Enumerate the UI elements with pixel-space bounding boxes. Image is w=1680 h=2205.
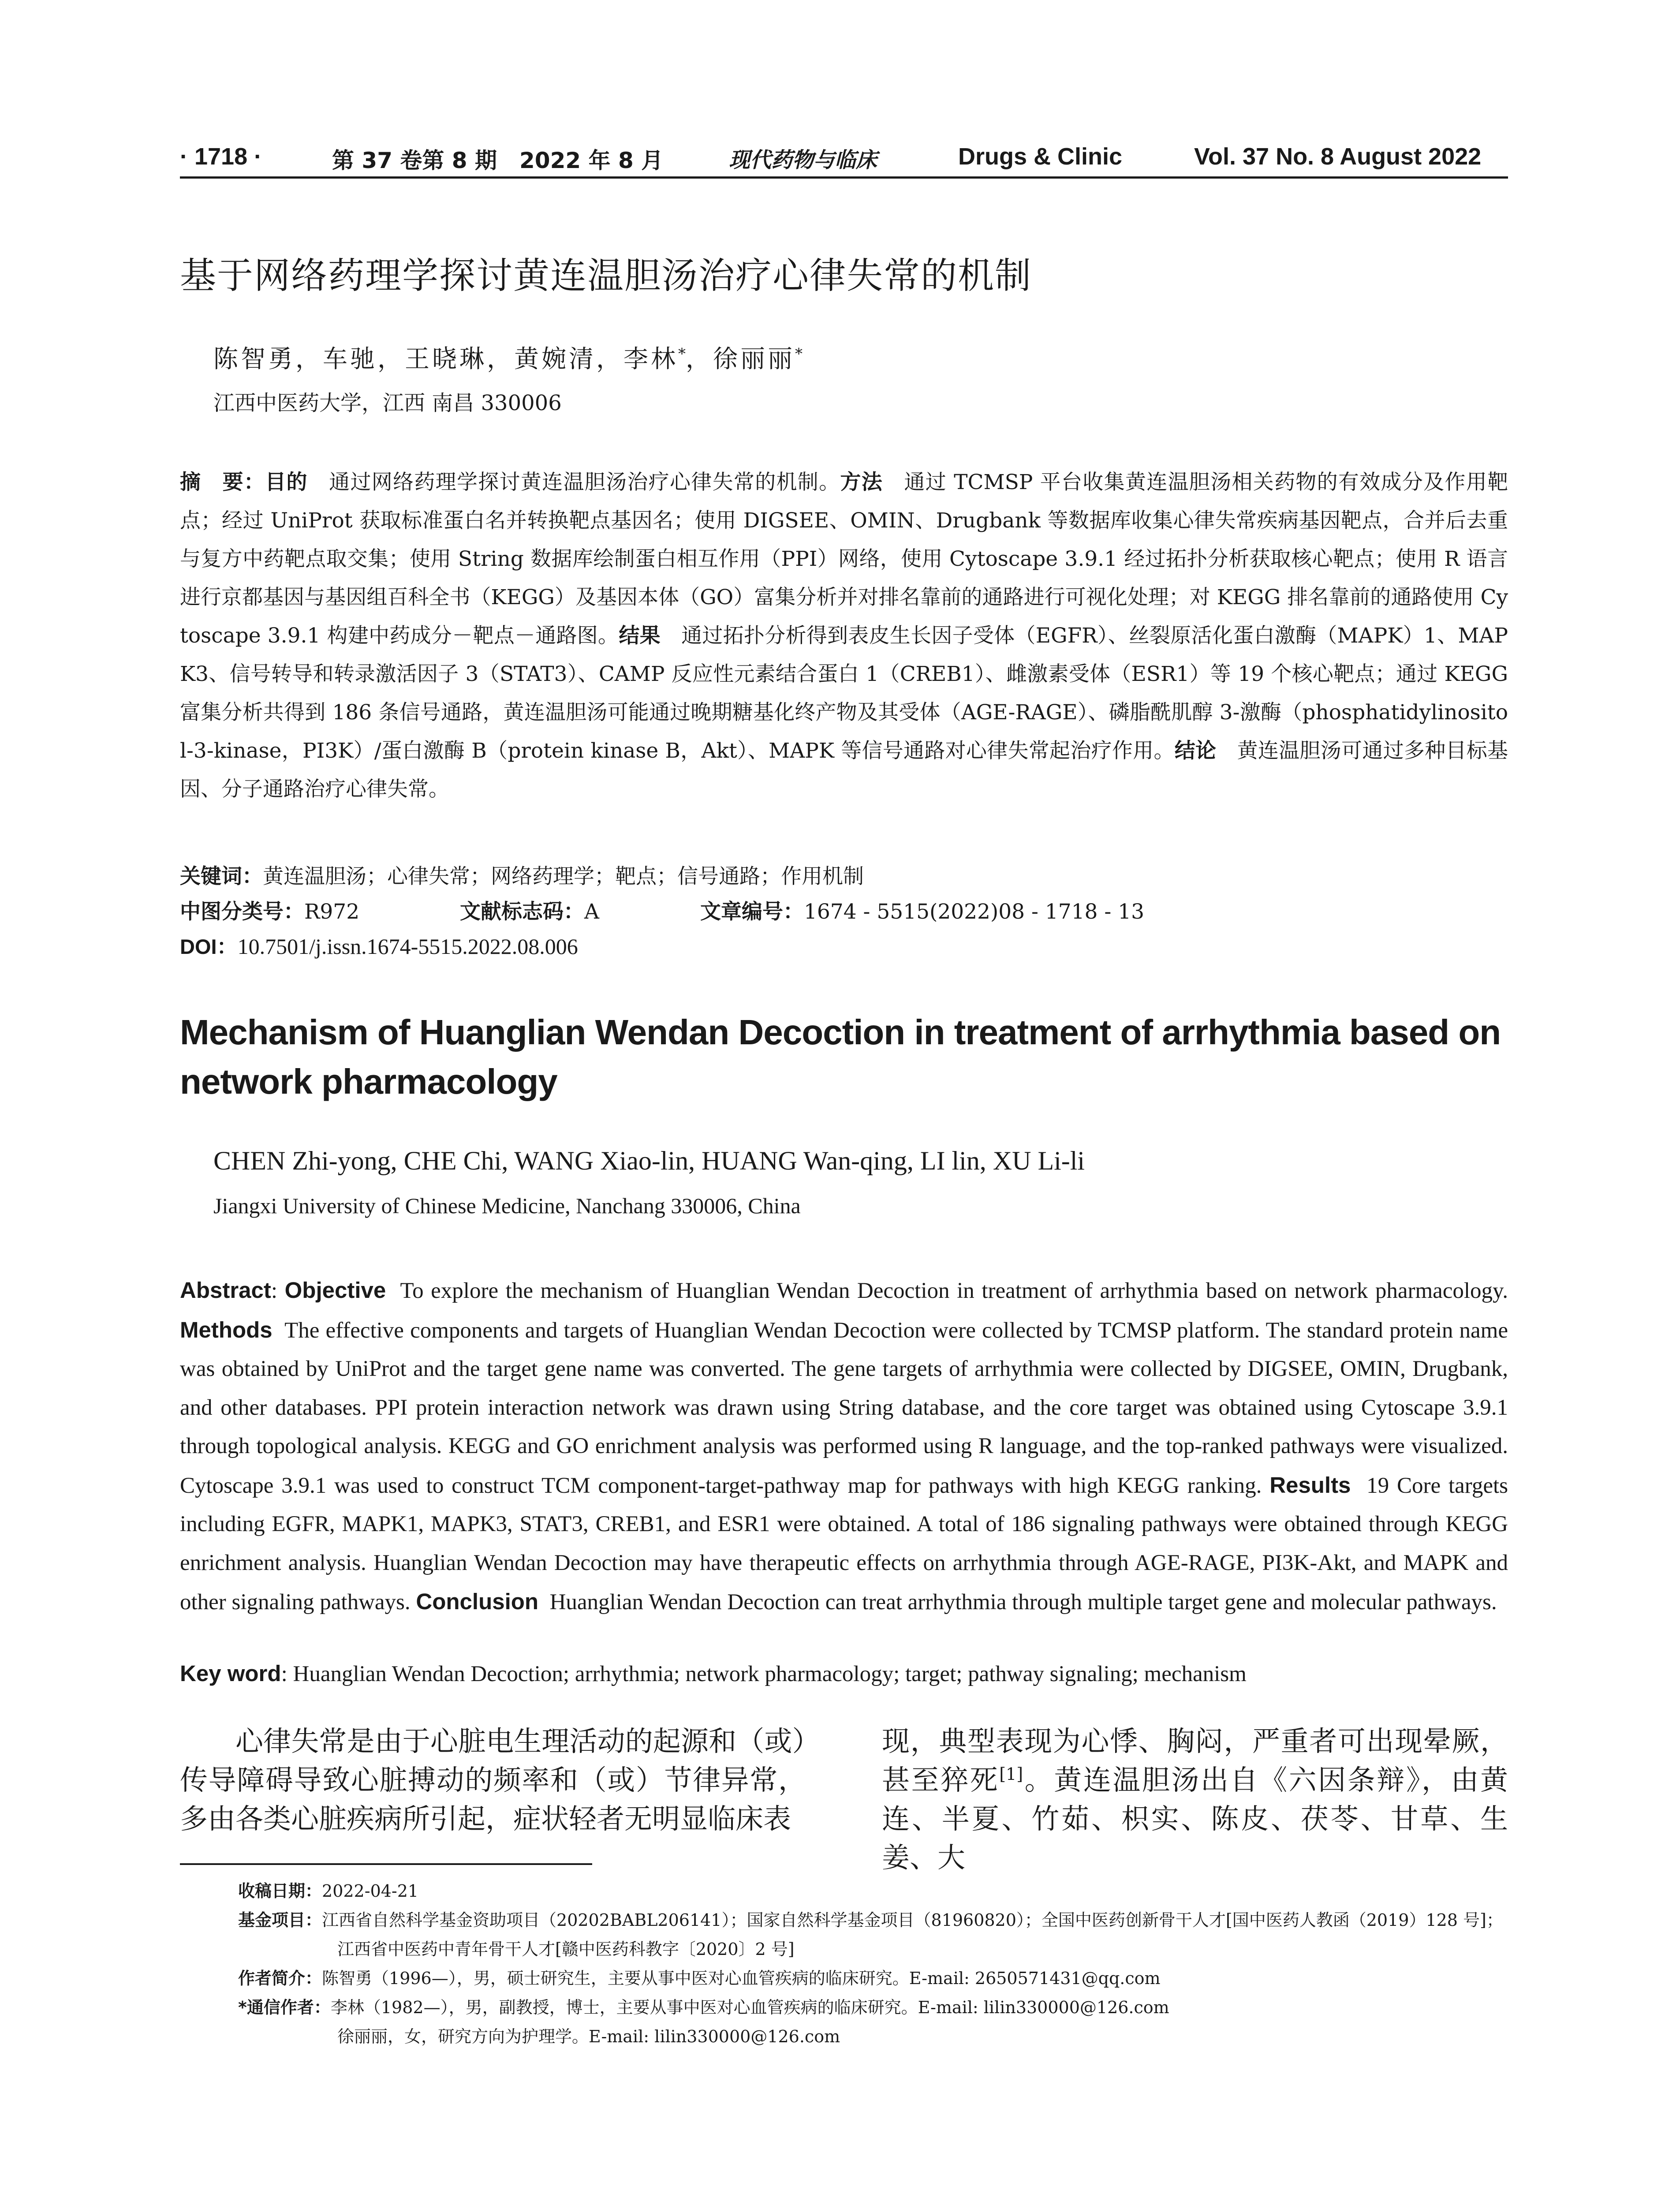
cn-authors: 陈智勇，车驰，王晓琳，黄婉清，李林*，徐丽丽* bbox=[213, 345, 803, 374]
en-abstract-label: Abstract bbox=[180, 1278, 271, 1303]
en-authors: CHEN Zhi-yong, CHE Chi, WANG Xiao-lin, HUANG Wan-qing, LI lin, XU Li-li bbox=[213, 1146, 1085, 1175]
cn-abstract: 摘 要：目的 通过网络药理学探讨黄连温胆汤治疗心律失常的机制。方法 通过 TCMSP 平台收集黄连温胆汤相关药物的有效成分及作用靶点；经过 UniProt 获取标准蛋白名并转换靶点基因名；使用 DIGSEE、OMIN、Drugbank 等数据库收集心律失常疾病基因靶点，合并后去重与复方中药靶点取交集；使用 String 数据库绘制蛋白相互作用（PPI）网络，使用 Cytoscape 3.9.1 经过拓扑分析获取核心靶点；使用 R 语言进行京都基因与基因组百科全书（KEGG）及基因本体（GO）富集分析并对排名靠前的通路进行可视化处理；对 KEGG 排名靠前的通路使用 Cytoscape 3.9.1 构建中药成分－靶点－通路图。结果 通过拓扑分析得到表皮生长因子受体（EGFR）、丝裂原活化蛋白激酶（MAPK）1、MAPK3、信号转导和转录激活因子 3（STAT3）、CAMP 反应性元素结合蛋白 1（CREB1）、雌激素受体（ESR1）等 19 个核心靶点；通过 KEGG 富集分析共得到 186 条信号通路，黄连温胆汤可能通过晚期糖基化终产物及其受体（AGE-RAGE）、磷脂酰肌醇 3-激酶（phosphatidylinositol-3-kinase，PI3K）/蛋白激酶 B（protein kinase B，Akt）、MAPK 等信号通路对心律失常起治疗作用。结论 黄连温胆汤可通过多种目标基因、分子通路治疗心律失常。 bbox=[180, 470, 1508, 801]
en-affiliation: Jiangxi University of Chinese Medicine, Nanchang 330006, China bbox=[213, 1193, 801, 1218]
volume-en: Vol. 37 No. 8 August 2022 bbox=[1194, 143, 1482, 170]
cn-affiliation: 江西中医药大学，江西 南昌 330006 bbox=[213, 391, 562, 415]
body-column-right: 现，典型表现为心悸、胸闷，严重者可出现晕厥，甚至猝死[1]。黄连温胆汤出自《六因条辩》，由黄连、半夏、竹茹、枳实、陈皮、茯苓、甘草、生姜、大 bbox=[882, 1725, 1508, 1874]
footnote-author: 作者简介：陈智勇（1996—），男，硕士研究生，主要从事中医对心血管疾病的临床研究。E-mail: 2650571431@qq.com bbox=[238, 1969, 1161, 1988]
footnote-received: 收稿日期：2022-04-21 bbox=[238, 1881, 419, 1901]
date-cn: 2022 年 8 月 bbox=[519, 148, 664, 173]
footnote-fund: 基金项目：江西省自然科学基金资助项目（20202BABL206141）；国家自然科学基金项目（81960820）；全国中医药创新骨干人才[国中医药人教函（2019）128 号]；江西省中医药中青年骨干人才[赣中医药科教字〔2020〕2 号] bbox=[238, 1910, 1503, 1959]
en-title: Mechanism of Huanglian Wendan Decoction in treatment of arrhythmia based on network pharmacology bbox=[180, 1013, 1501, 1101]
header-rule bbox=[180, 176, 1508, 179]
page-number: · 1718 · bbox=[180, 143, 262, 170]
journal-name-cn: 现代药物与临床 bbox=[729, 148, 877, 172]
en-keywords: Key word: Huanglian Wendan Decoction; arrhythmia; network pharmacology; target; pathway signaling; mechanism bbox=[180, 1661, 1247, 1686]
running-header bbox=[180, 140, 1508, 175]
cn-abstract-label: 摘 要： bbox=[180, 470, 265, 494]
volume-cn: 第 37 卷第 8 期 bbox=[332, 148, 497, 173]
cn-doi: DOI：10.7501/j.issn.1674-5515.2022.08.006 bbox=[180, 934, 578, 959]
footnotes bbox=[238, 1876, 1508, 2051]
cn-title: 基于网络药理学探讨黄连温胆汤治疗心律失常的机制 bbox=[180, 255, 1032, 297]
footnote-corresponding: *通信作者：李林（1982—），男，副教授，博士，主要从事中医对心血管疾病的临床研究。E-mail: lilin330000@126.com bbox=[238, 1998, 1169, 2017]
journal-name-en: Drugs & Clinic bbox=[958, 143, 1123, 170]
cn-keywords: 关键词：黄连温胆汤；心律失常；网络药理学；靶点；信号通路；作用机制 bbox=[180, 864, 864, 889]
cn-classification: 中图分类号：R972 文献标志码：A 文章编号：1674 - 5515(2022)08 - 1718 - 13 bbox=[180, 900, 1145, 924]
en-abstract: Abstract: Objective To explore the mechanism of Huanglian Wendan Decoction in treatment of arrhythmia based on network pharmacology. Methods The effective components and targets of Huanglian Wendan Decoction were collected by TCMSP platform. The standard protein name was obtained by UniProt and the target gene name was converted. The gene targets of arrhythmia were collected by DIGSEE, OMIN, Drugbank, and other databases. PPI protein interaction network was drawn using String database, and the core target was obtained using Cytoscape 3.9.1 through topological analysis. KEGG and GO enrichment analysis was performed using R language, and the top-ranked pathways were visualized. Cytoscape 3.9.1 was used to construct TCM component-target-pathway map for pathways with high KEGG ranking. Results 19 Core targets including EGFR, MAPK1, MAPK3, STAT3, CREB1, and ESR1 were obtained. A total of 186 signaling pathways were obtained through KEGG enrichment analysis. Huanglian Wendan Decoction may have therapeutic effects on arrhythmia through AGE-RAGE, PI3K-Akt, and MAPK and other signaling pathways. Conclusion Huanglian Wendan Decoction can treat arrhythmia through multiple target gene and molecular pathways. bbox=[180, 1278, 1508, 1615]
footnote-corresponding-2: 徐丽丽，女，研究方向为护理学。E-mail: lilin330000@126.com bbox=[337, 2027, 840, 2046]
footnote-rule bbox=[180, 1863, 592, 1865]
body-column-left: 心律失常是由于心脏电生理活动的起源和（或）传导障碍导致心脏搏动的频率和（或）节律异常，多由各类心脏疾病所引起，症状轻者无明显临床表 bbox=[180, 1725, 806, 1835]
